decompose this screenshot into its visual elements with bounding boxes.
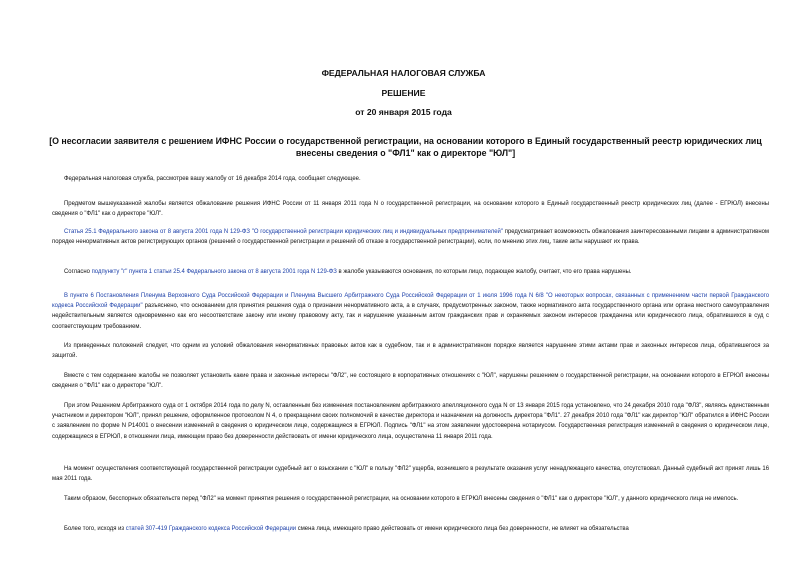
paragraph-rights-not-established: Вместе с тем содержание жалобы не позволяет установить какие права и законные интересы "ФЛ2", не состоящего в корпоративных отношениях с "ЮЛ", нарушены решением о государственной регистрации, на основании которого в ЕГРЮЛ внесены сведения о "ФЛ1" как о директоре "ЮЛ". — [52, 373, 769, 390]
link-plenum-resolution[interactable]: В пункте 6 Постановления Пленума Верховного Суда Российской Федерации и Пленума Высшего Арбитражного Суда Российской Федерации от 1 июля 1996 года N 6/8 "О некоторых вопросах, связанных с применением части первой Гражданского кодекса Российской Федерации" — [52, 293, 769, 310]
paragraph-article-25-1 — [52, 227, 769, 247]
paragraph-plenum-resolution-text: разъяснено, что основанием для принятия решения суда о признании ненормативного акта, а в случаях, предусмотренных законом, также нормативного акта государственного органа или органа местного самоуправления недействительным является одновременно как его несоответствие закону или иному правовому акту, так и нарушение указанным актом гражданских прав и охраняемых законом интересов гражданина или юридического лица, обратившихся в суд с соответствующим требованием. — [52, 303, 769, 330]
paragraph-article-25-4-post: в жалобе указываются основания, по которым лицо, подающее жалобу, считает, что его права нарушены. — [336, 269, 632, 275]
paragraph-registration-moment: На момент осуществления соответствующей государственной регистрации судебный акт о взыскании с "ЮЛ" в пользу "ФЛ2" ущерба, возникшего в результате оказания услуг ненадлежащего качества, отсутствовал. Данный судебный акт принят лишь 16 мая 2011 года. — [52, 466, 769, 483]
paragraph-court-decision: При этом Решением Арбитражного суда от 1 октября 2014 года по делу N, оставленным без изменения постановлением арбитражного апелляционного суда N от 13 января 2015 года установлено, что 24 декабря 2010 года "ФЛ3", являясь единственным участником и директором "ЮЛ", принял решение, оформленное протоколом N 4, о прекращении своих полномочий в качестве директора и назначении на должность директора "ФЛ1". 27 декабря 2010 года "ФЛ1" как директор "ЮЛ" обратился в ИФНС России с заявлением по форме N Р14001 о внесении изменений в сведения о юридическом лице, содержащиеся в ЕГРЮЛ. Подпись "ФЛ1" на этом заявлении удостоверена нотариусом. Государственная регистрация изменений в сведения о юридическом лице, содержащиеся в ЕГРЮЛ, в отношении лица, имеющем право без доверенности действовать от имени юридического лица, осуществлена 11 января 2011 года. — [52, 403, 769, 440]
paragraph-civil-code-pre: Более того, исходя из — [64, 526, 126, 532]
paragraph-article-25-4-pre: Согласно — [64, 269, 92, 275]
link-article-25-4[interactable]: подпункту "г" пункта 1 статьи 25.4 Федерального закона от 8 августа 2001 года N 129-ФЗ — [91, 269, 337, 275]
paragraph-civil-code — [52, 524, 769, 534]
link-civil-code-articles[interactable]: статей 307-419 Гражданского кодекса Российской Федерации — [125, 526, 297, 532]
document-subject: [О несогласии заявителя с решением ИФНС России о государственной регистрации, на основании которого в Единый государственный реестр юридических лиц внесены сведения о "ФЛ1" как о директоре "ЮЛ"] — [49, 136, 762, 158]
paragraph-complaint-subject: Предметом вышеуказанной жалобы является обжалование решения ИФНС России от 11 января 2011 года N о государственной регистрации, на основании которого в Единый государственный реестр юридических лиц (далее - ЕГРЮЛ) внесены сведения о "ФЛ1" как о директоре "ЮЛ". — [52, 201, 769, 218]
paragraph-civil-code-post: смена лица, имеющего право действовать от имени юридического лица без доверенности, не влияет на обязательства — [296, 526, 629, 532]
agency-title: ФЕДЕРАЛЬНАЯ НАЛОГОВАЯ СЛУЖБА — [321, 68, 486, 78]
paragraph-conditions: Из приведенных положений следует, что одним из условий обжалования ненормативных правовых актов как в судебном, так и в административном порядке является нарушение этими актами прав и законных интересов лица, обратившегося за защитой. — [52, 343, 769, 360]
paragraph-article-25-1-text: предусматривает возможность обжалования заинтересованными лицами в административном порядке ненормативных актов регистрирующих органов (решений о государственной регистрации и решений об отказе в государственной регистрации), если, по мнению этих лиц, такие акты нарушают их права. — [52, 229, 769, 246]
document-date: от 20 января 2015 года — [355, 107, 452, 117]
paragraph-intro: Федеральная налоговая служба, рассмотрев вашу жалобу от 16 декабря 2014 года, сообщает следующее. — [64, 176, 361, 182]
document-type: РЕШЕНИЕ — [381, 88, 426, 98]
paragraph-no-obligations: Таким образом, бесспорных обязательств перед "ФЛ2" на момент принятия решения о государственной регистрации, на основании которого в ЕГРЮЛ внесены сведения о "ФЛ1" как о директоре "ЮЛ", у данного юридического лица не имелось. — [64, 496, 739, 502]
paragraph-plenum-resolution — [52, 291, 769, 332]
link-article-25-1[interactable]: Статья 25.1 Федерального закона от 8 августа 2001 года N 129-ФЗ "О государственной регистрации юридических лиц и индивидуальных предпринимателей" — [64, 229, 503, 235]
paragraph-article-25-4 — [52, 267, 769, 277]
